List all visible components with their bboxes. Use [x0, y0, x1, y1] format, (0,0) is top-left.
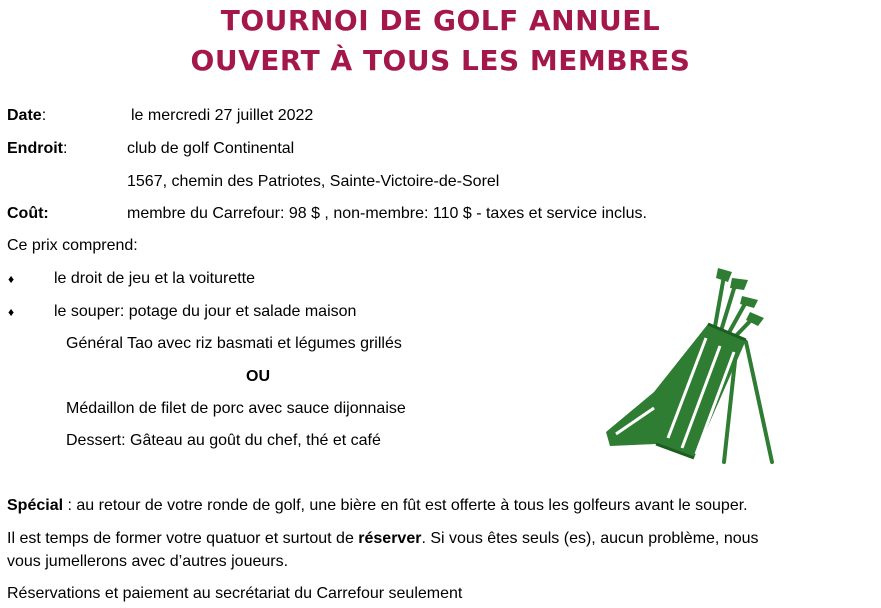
- place-value: club de golf Continental: [127, 140, 295, 157]
- includes-intro: Ce prix comprend:: [7, 237, 138, 254]
- team-text-line1: [7, 529, 759, 549]
- bullet-icon: ♦: [8, 305, 15, 319]
- cost-label: Coût:: [7, 205, 49, 222]
- reservation-text: Réservations et paiement au secrétariat du Carrefour seulement: [7, 585, 463, 602]
- cost-value: membre du Carrefour: 98 $ , non-membre: 110 $ - taxes et service inclus.: [127, 205, 647, 222]
- title-line-2: OUVERT À TOUS LES MEMBRES: [190, 44, 691, 77]
- or-label: OU: [246, 368, 270, 385]
- date-row: Date:: [7, 107, 47, 124]
- reserve-emphasis: réserver: [358, 530, 422, 547]
- team-text-before: Il est temps de former votre quatuor et surtout de: [7, 530, 359, 547]
- date-value: le mercredi 27 juillet 2022: [131, 107, 314, 124]
- place-row: Endroit:: [7, 140, 68, 157]
- team-text-line2: vous jumellerons avec d’autres joueurs.: [7, 553, 289, 570]
- menu-option-1: Général Tao avec riz basmati et légumes grillés: [66, 335, 402, 352]
- special-row: [7, 496, 748, 516]
- golf-bag-icon: [596, 262, 796, 472]
- include-item-2: le souper: potage du jour et salade maison: [54, 303, 357, 320]
- date-label: Date: [7, 107, 42, 124]
- address: 1567, chemin des Patriotes, Sainte-Victoire-de-Sorel: [127, 173, 500, 190]
- place-label: Endroit: [7, 140, 63, 157]
- special-label: Spécial: [7, 497, 64, 514]
- special-text: : au retour de votre ronde de golf, une bière en fût est offerte à tous les golfeurs avant le souper.: [63, 497, 748, 514]
- include-item-1: le droit de jeu et la voiturette: [54, 270, 256, 287]
- team-text-after: . Si vous êtes seuls (es), aucun problème, nous: [421, 530, 759, 547]
- dessert: Dessert: Gâteau au goût du chef, thé et café: [66, 432, 381, 449]
- menu-option-2: Médaillon de filet de porc avec sauce dijonnaise: [66, 400, 406, 417]
- bullet-icon: ♦: [8, 272, 15, 286]
- title-line-1: TOURNOI DE GOLF ANNUEL: [220, 4, 661, 37]
